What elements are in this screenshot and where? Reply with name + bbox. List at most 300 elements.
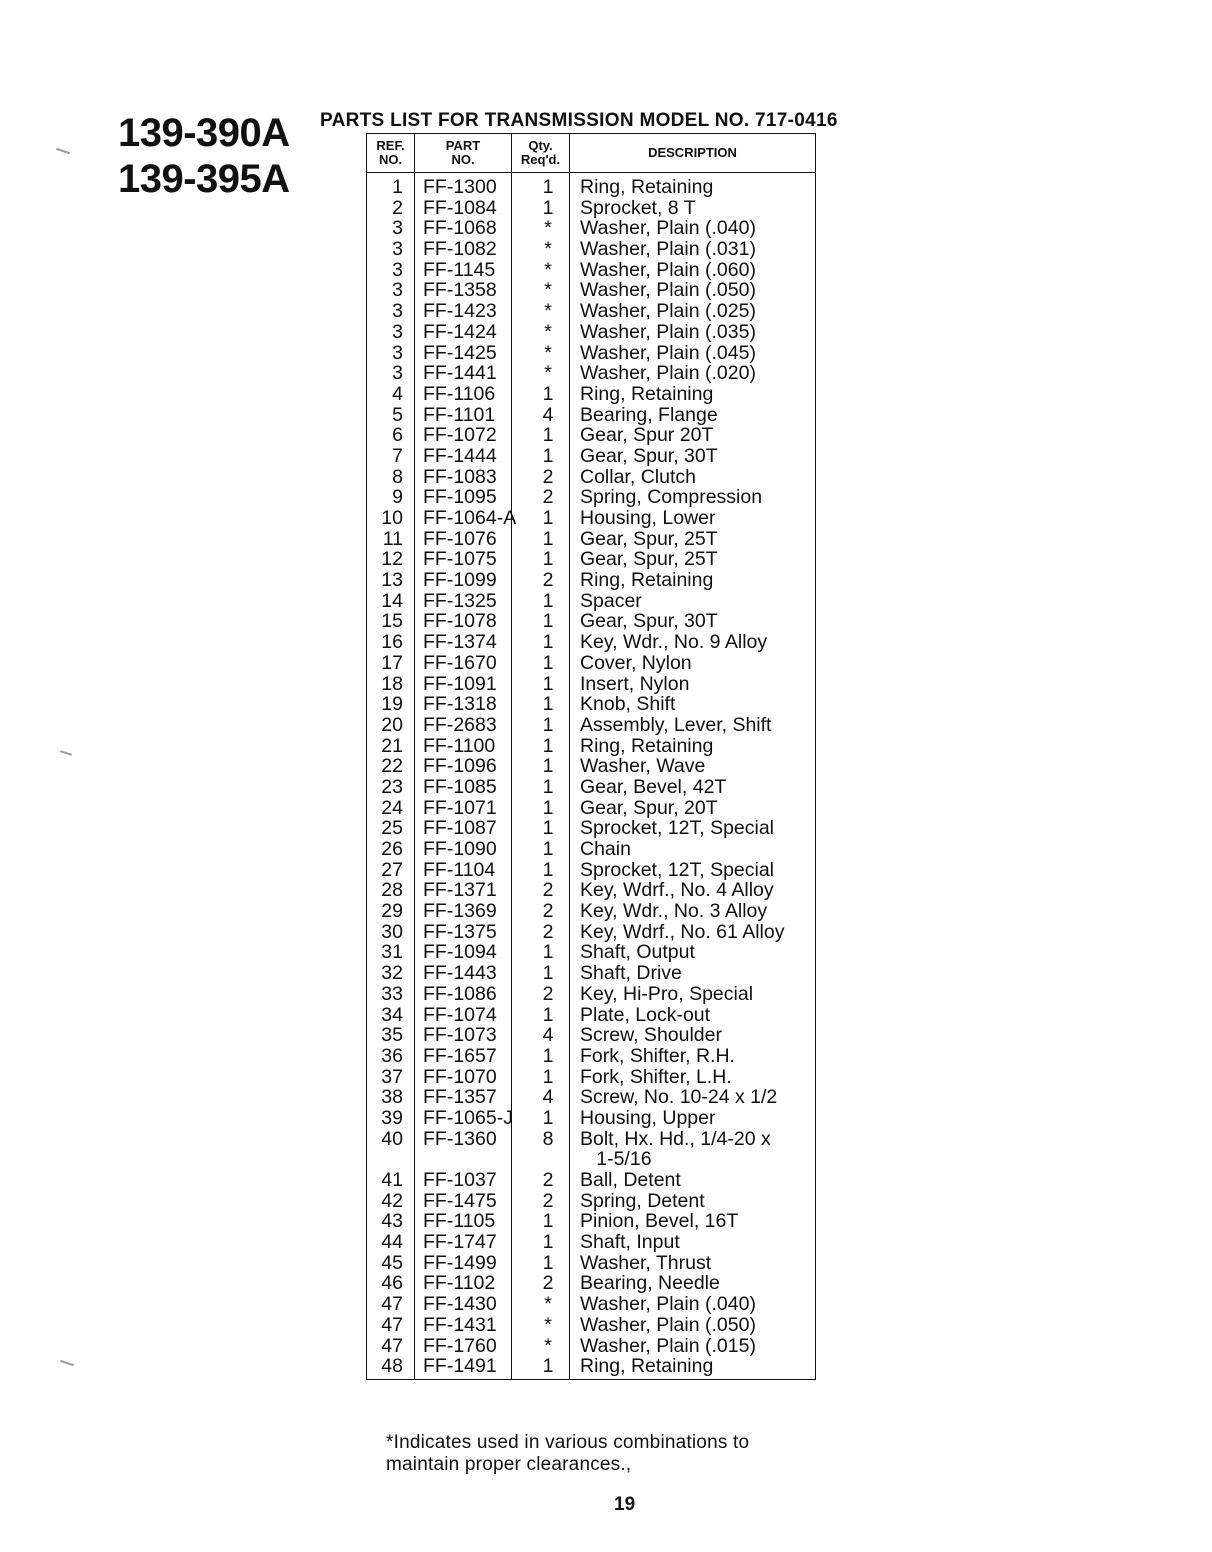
description-cell: Washer, Plain (.025) xyxy=(580,300,756,323)
part-cell: FF-1078 xyxy=(423,610,497,633)
ref-cell: 23 xyxy=(381,775,403,798)
part-cell: FF-1374 xyxy=(423,631,497,654)
part-cell: FF-1441 xyxy=(423,362,497,385)
table-row xyxy=(367,880,815,901)
description-cell: Washer, Plain (.050) xyxy=(580,279,756,302)
description-cell: Assembly, Lever, Shift xyxy=(580,713,772,736)
description-cell: Bolt, Hx. Hd., 1/4-20 x 1-5/16 xyxy=(580,1127,771,1171)
part-cell: FF-1657 xyxy=(423,1044,497,1067)
description-cell: Gear, Spur, 20T xyxy=(580,796,718,819)
part-cell: FF-1070 xyxy=(423,1065,497,1088)
ref-cell: 3 xyxy=(392,362,403,385)
part-cell: FF-1085 xyxy=(423,775,497,798)
ref-cell: 47 xyxy=(381,1293,403,1316)
table-row xyxy=(367,405,815,426)
qty-cell: 1 xyxy=(542,713,554,736)
part-cell: FF-1065-J xyxy=(423,1106,513,1129)
description-cell: Bearing, Flange xyxy=(580,403,718,426)
table-row xyxy=(367,674,815,695)
ref-cell: 40 xyxy=(381,1127,403,1150)
ref-cell: 33 xyxy=(381,982,403,1005)
table-header xyxy=(367,134,815,173)
qty-cell: * xyxy=(544,362,552,385)
qty-cell: 1 xyxy=(542,382,554,405)
description-cell: Key, Hi-Pro, Special xyxy=(580,982,754,1005)
table-row xyxy=(367,1046,815,1067)
ref-cell: 44 xyxy=(381,1231,403,1254)
header-part-line1: PART xyxy=(445,138,481,153)
part-cell: FF-1760 xyxy=(423,1334,497,1357)
description-cell: Ring, Retaining xyxy=(580,382,714,405)
qty-cell: * xyxy=(544,1293,552,1316)
part-cell: FF-1091 xyxy=(423,672,497,695)
table-row xyxy=(367,1087,815,1108)
ref-cell: 48 xyxy=(381,1355,403,1378)
table-row xyxy=(367,901,815,922)
description-cell: Fork, Shifter, R.H. xyxy=(580,1044,735,1067)
ref-cell: 36 xyxy=(381,1044,403,1067)
ref-cell: 18 xyxy=(381,672,403,695)
ref-cell: 14 xyxy=(381,589,403,612)
part-cell: FF-1101 xyxy=(423,403,496,426)
part-cell: FF-1084 xyxy=(423,196,497,219)
qty-cell: 2 xyxy=(542,920,554,943)
part-cell: FF-1747 xyxy=(423,1231,497,1254)
qty-cell: 2 xyxy=(542,1169,554,1192)
part-cell: FF-1099 xyxy=(423,569,497,592)
ref-cell: 15 xyxy=(381,610,403,633)
ref-cell: 27 xyxy=(381,858,403,881)
qty-cell: * xyxy=(544,341,552,364)
part-cell: FF-1424 xyxy=(423,320,497,343)
qty-cell: 1 xyxy=(542,962,554,985)
table-row xyxy=(367,177,815,198)
part-cell: FF-1071 xyxy=(423,796,497,819)
table-row xyxy=(367,860,815,881)
qty-cell: * xyxy=(544,320,552,343)
qty-cell: 1 xyxy=(542,1044,554,1067)
ref-cell: 35 xyxy=(381,1024,403,1047)
table-row xyxy=(367,1294,815,1315)
qty-cell: 1 xyxy=(542,424,554,447)
footnote-line: *Indicates used in various combinations to xyxy=(386,1432,750,1453)
part-cell: FF-1475 xyxy=(423,1189,497,1212)
table-row xyxy=(367,467,815,488)
table-row xyxy=(367,1315,815,1336)
table-row xyxy=(367,1108,815,1129)
qty-cell: 1 xyxy=(542,1003,554,1026)
description-cell: Housing, Upper xyxy=(580,1106,716,1129)
part-cell: FF-1430 xyxy=(423,1293,497,1316)
description-cell: Ring, Retaining xyxy=(580,569,714,592)
ref-cell: 34 xyxy=(381,1003,403,1026)
table-row xyxy=(367,1273,815,1294)
qty-cell: 1 xyxy=(542,610,554,633)
part-cell: FF-1068 xyxy=(423,217,497,240)
qty-cell: 2 xyxy=(542,982,554,1005)
description-cell: Collar, Clutch xyxy=(580,465,696,488)
part-cell: FF-1073 xyxy=(423,1024,497,1047)
qty-cell: 2 xyxy=(542,879,554,902)
ref-cell: 20 xyxy=(381,713,403,736)
description-cell: Sprocket, 12T, Special xyxy=(580,858,775,881)
ref-cell: 45 xyxy=(381,1251,403,1274)
qty-cell: 1 xyxy=(542,527,554,550)
part-cell: FF-1145 xyxy=(423,258,496,281)
table-row xyxy=(367,632,815,653)
qty-cell: 1 xyxy=(542,196,554,219)
parts-table xyxy=(366,133,816,1380)
table-body xyxy=(367,173,815,1379)
description-cell: Key, Wdr., No. 9 Alloy xyxy=(580,631,768,654)
qty-cell: 1 xyxy=(542,589,554,612)
ref-cell: 8 xyxy=(392,465,403,488)
ref-cell: 42 xyxy=(381,1189,403,1212)
description-cell: Key, Wdrf., No. 61 Alloy xyxy=(580,920,785,943)
part-cell: FF-1431 xyxy=(423,1313,497,1336)
table-row xyxy=(367,756,815,777)
part-cell: FF-2683 xyxy=(423,713,497,736)
qty-cell: 1 xyxy=(542,775,554,798)
part-cell: FF-1086 xyxy=(423,982,497,1005)
part-cell: FF-1095 xyxy=(423,486,497,509)
table-row xyxy=(367,653,815,674)
table-row xyxy=(367,549,815,570)
description-cell: Washer, Plain (.020) xyxy=(580,362,756,385)
table-row xyxy=(367,1191,815,1212)
qty-cell: * xyxy=(544,238,552,261)
ref-cell: 11 xyxy=(382,527,403,550)
part-cell: FF-1318 xyxy=(423,693,497,716)
description-cell: Shaft, Output xyxy=(580,941,695,964)
qty-cell: 1 xyxy=(542,858,554,881)
ref-cell: 39 xyxy=(381,1106,403,1129)
table-row xyxy=(367,984,815,1005)
part-cell: FF-1104 xyxy=(423,858,496,881)
page-number: 19 xyxy=(614,1494,636,1515)
qty-cell: 1 xyxy=(542,734,554,757)
ref-cell: 29 xyxy=(381,900,403,923)
part-cell: FF-1075 xyxy=(423,548,497,571)
part-cell: FF-1083 xyxy=(423,465,497,488)
description-cell: Washer, Plain (.015) xyxy=(580,1334,756,1357)
qty-cell: 1 xyxy=(542,1231,554,1254)
qty-cell: 1 xyxy=(542,651,554,674)
table-row xyxy=(367,963,815,984)
part-cell: FF-1358 xyxy=(423,279,497,302)
qty-cell: 1 xyxy=(542,693,554,716)
qty-cell: 8 xyxy=(542,1127,554,1150)
part-cell: FF-1064-A xyxy=(423,507,517,529)
qty-cell: * xyxy=(544,217,552,240)
description-cell: Key, Wdr., No. 3 Alloy xyxy=(580,900,768,923)
qty-cell: 1 xyxy=(542,838,554,860)
description-cell: Ball, Detent xyxy=(580,1169,681,1192)
qty-cell: 1 xyxy=(542,1210,554,1233)
description-cell: Bearing, Needle xyxy=(580,1272,720,1295)
ref-cell: 25 xyxy=(381,817,403,840)
description-cell: Housing, Lower xyxy=(580,507,716,529)
description-cell: Pinion, Bevel, 16T xyxy=(580,1210,739,1233)
qty-cell: 4 xyxy=(542,1024,554,1047)
description-cell: Ring, Retaining xyxy=(580,176,714,198)
table-row xyxy=(367,591,815,612)
description-cell: Gear, Spur, 30T xyxy=(580,444,718,467)
ref-cell: 41 xyxy=(381,1169,403,1192)
description-cell: Shaft, Input xyxy=(580,1231,680,1254)
header-ref-line2: NO. xyxy=(378,152,403,167)
model-number: 139-390A xyxy=(118,111,290,155)
description-cell: Sprocket, 12T, Special xyxy=(580,817,775,840)
table-row xyxy=(367,942,815,963)
part-cell: FF-1106 xyxy=(423,382,496,405)
table-row xyxy=(367,1129,815,1170)
scan-mark xyxy=(60,1360,74,1366)
description-cell: Washer, Plain (.050) xyxy=(580,1313,756,1336)
table-row xyxy=(367,1211,815,1232)
qty-cell: 1 xyxy=(542,1065,554,1088)
part-cell: FF-1371 xyxy=(423,879,497,902)
description-cell: Fork, Shifter, L.H. xyxy=(580,1065,732,1088)
description-cell: Screw, No. 10-24 x 1/2 xyxy=(580,1086,778,1109)
qty-cell: 2 xyxy=(542,486,554,509)
qty-cell: 1 xyxy=(542,444,554,467)
table-row xyxy=(367,1356,815,1377)
description-cell: Washer, Wave xyxy=(580,755,706,778)
table-row xyxy=(367,280,815,301)
scan-mark xyxy=(60,750,72,756)
qty-cell: 2 xyxy=(542,1272,554,1295)
qty-cell: 1 xyxy=(542,941,554,964)
table-row xyxy=(367,839,815,860)
description-cell: Spring, Compression xyxy=(580,486,763,509)
ref-cell: 22 xyxy=(381,755,403,778)
part-cell: FF-1375 xyxy=(423,920,497,943)
table-row xyxy=(367,322,815,343)
header-ref xyxy=(367,134,415,172)
ref-cell: 3 xyxy=(392,238,403,261)
ref-cell: 16 xyxy=(381,631,403,654)
footnote xyxy=(386,1432,749,1476)
qty-cell: 1 xyxy=(542,1355,554,1378)
ref-cell: 9 xyxy=(392,486,403,509)
ref-cell: 37 xyxy=(381,1065,403,1088)
ref-cell: 3 xyxy=(392,217,403,240)
ref-cell: 32 xyxy=(381,962,403,985)
ref-cell: 30 xyxy=(381,920,403,943)
table-row xyxy=(367,611,815,632)
table-row xyxy=(367,1025,815,1046)
description-cell: Sprocket, 8 T xyxy=(580,196,696,219)
table-row xyxy=(367,239,815,260)
qty-cell: * xyxy=(544,258,552,281)
part-cell: FF-1096 xyxy=(423,755,497,778)
table-row xyxy=(367,508,815,529)
qty-cell: 4 xyxy=(542,403,554,426)
qty-cell: 1 xyxy=(542,755,554,778)
scan-mark xyxy=(56,148,70,154)
description-cell: Spring, Detent xyxy=(580,1189,705,1212)
header-qty xyxy=(512,134,570,172)
qty-cell: * xyxy=(544,1334,552,1357)
table-row xyxy=(367,198,815,219)
table-row xyxy=(367,1336,815,1357)
qty-cell: 1 xyxy=(542,672,554,695)
description-cell: Plate, Lock-out xyxy=(580,1003,711,1026)
qty-cell: 1 xyxy=(542,817,554,840)
description-cell: Washer, Plain (.031) xyxy=(580,238,756,261)
ref-cell: 1 xyxy=(392,176,403,198)
table-row xyxy=(367,425,815,446)
table-row xyxy=(367,301,815,322)
qty-cell: 1 xyxy=(542,1251,554,1274)
table-row xyxy=(367,1005,815,1026)
header-part-line2: NO. xyxy=(451,152,475,167)
model-numbers xyxy=(118,110,290,202)
table-row xyxy=(367,218,815,239)
ref-cell: 19 xyxy=(381,693,403,716)
footnote-line: maintain proper clearances., xyxy=(386,1454,632,1475)
ref-cell: 3 xyxy=(392,279,403,302)
table-row xyxy=(367,363,815,384)
ref-cell: 13 xyxy=(381,569,403,592)
table-row xyxy=(367,487,815,508)
description-cell: Gear, Spur, 25T xyxy=(580,548,718,571)
qty-cell: 4 xyxy=(542,1086,554,1109)
description-cell: Shaft, Drive xyxy=(580,962,682,985)
table-row xyxy=(367,818,815,839)
description-cell: Washer, Plain (.035) xyxy=(580,320,756,343)
qty-cell: 1 xyxy=(542,507,554,529)
qty-cell: 1 xyxy=(542,796,554,819)
header-qty-line2: Req'd. xyxy=(520,152,561,167)
header-qty-line1: Qty. xyxy=(528,138,553,153)
qty-cell: 2 xyxy=(542,1189,554,1212)
ref-cell: 6 xyxy=(392,424,403,447)
ref-cell: 47 xyxy=(381,1334,403,1357)
ref-cell: 5 xyxy=(392,403,403,426)
part-cell: FF-1670 xyxy=(423,651,497,674)
description-cell: Ring, Retaining xyxy=(580,1355,714,1378)
description-cell: Washer, Plain (.040) xyxy=(580,1293,756,1316)
ref-cell: 38 xyxy=(381,1086,403,1109)
ref-cell: 3 xyxy=(392,320,403,343)
ref-cell: 43 xyxy=(381,1210,403,1233)
part-cell: FF-1499 xyxy=(423,1251,497,1274)
table-row xyxy=(367,1253,815,1274)
qty-cell: 1 xyxy=(542,176,554,198)
part-cell: FF-1082 xyxy=(423,238,497,261)
part-cell: FF-1360 xyxy=(423,1127,497,1150)
qty-cell: 1 xyxy=(542,1106,554,1129)
qty-cell: * xyxy=(544,1313,552,1336)
qty-cell: * xyxy=(544,279,552,302)
model-number: 139-395A xyxy=(118,157,290,201)
table-row xyxy=(367,1067,815,1088)
ref-cell: 17 xyxy=(381,651,403,674)
part-cell: FF-1037 xyxy=(423,1169,497,1192)
part-cell: FF-1300 xyxy=(423,176,497,198)
qty-cell: 1 xyxy=(542,548,554,571)
ref-cell: 3 xyxy=(392,300,403,323)
part-cell: FF-1443 xyxy=(423,962,497,985)
description-cell: Gear, Spur 20T xyxy=(580,424,714,447)
ref-cell: 24 xyxy=(381,796,403,819)
part-cell: FF-1423 xyxy=(423,300,497,323)
ref-cell: 28 xyxy=(381,879,403,902)
part-cell: FF-1102 xyxy=(423,1272,496,1295)
table-row xyxy=(367,777,815,798)
part-cell: FF-1325 xyxy=(423,589,497,612)
table-row xyxy=(367,715,815,736)
qty-cell: 2 xyxy=(542,900,554,923)
ref-cell: 10 xyxy=(381,507,403,529)
table-row xyxy=(367,529,815,550)
table-row xyxy=(367,694,815,715)
table-row xyxy=(367,736,815,757)
part-cell: FF-1076 xyxy=(423,527,497,550)
description-cell: Spacer xyxy=(580,589,642,612)
part-cell: FF-1072 xyxy=(423,424,497,447)
description-cell: Washer, Plain (.060) xyxy=(580,258,756,281)
table-row xyxy=(367,798,815,819)
description-cell: Knob, Shift xyxy=(580,693,676,716)
qty-cell: * xyxy=(544,300,552,323)
ref-cell: 26 xyxy=(381,838,403,860)
description-cell: Ring, Retaining xyxy=(580,734,714,757)
part-cell: FF-1425 xyxy=(423,341,497,364)
part-cell: FF-1105 xyxy=(423,1210,496,1233)
description-cell: Washer, Thrust xyxy=(580,1251,712,1274)
table-row xyxy=(367,384,815,405)
description-cell: Gear, Spur, 25T xyxy=(580,527,718,550)
description-cell: Key, Wdrf., No. 4 Alloy xyxy=(580,879,774,902)
part-cell: FF-1357 xyxy=(423,1086,497,1109)
description-cell: Washer, Plain (.040) xyxy=(580,217,756,240)
table-row xyxy=(367,343,815,364)
qty-cell: 2 xyxy=(542,569,554,592)
ref-cell: 47 xyxy=(381,1313,403,1336)
ref-cell: 3 xyxy=(392,258,403,281)
page-title: PARTS LIST FOR TRANSMISSION MODEL NO. 717-0416 xyxy=(320,110,838,131)
ref-cell: 7 xyxy=(392,444,403,467)
description-cell: Gear, Spur, 30T xyxy=(580,610,718,633)
part-cell: FF-1090 xyxy=(423,838,497,860)
description-cell: Insert, Nylon xyxy=(580,672,690,695)
header-desc-label: DESCRIPTION xyxy=(648,145,737,160)
ref-cell: 12 xyxy=(381,548,403,571)
table-row xyxy=(367,1170,815,1191)
table-row xyxy=(367,446,815,467)
description-cell: Cover, Nylon xyxy=(580,651,692,674)
part-cell: FF-1491 xyxy=(423,1355,497,1378)
table-row xyxy=(367,570,815,591)
description-cell: Screw, Shoulder xyxy=(580,1024,722,1047)
description-cell: Chain xyxy=(580,838,631,860)
table-row xyxy=(367,1232,815,1253)
qty-cell: 1 xyxy=(542,631,554,654)
ref-cell: 21 xyxy=(381,734,403,757)
table-row xyxy=(367,260,815,281)
part-cell: FF-1369 xyxy=(423,900,497,923)
part-cell: FF-1444 xyxy=(423,444,497,467)
qty-cell: 2 xyxy=(542,465,554,488)
header-description xyxy=(570,134,815,172)
header-part xyxy=(415,134,512,172)
description-cell: Gear, Bevel, 42T xyxy=(580,775,727,798)
part-cell: FF-1087 xyxy=(423,817,497,840)
ref-cell: 3 xyxy=(392,341,403,364)
